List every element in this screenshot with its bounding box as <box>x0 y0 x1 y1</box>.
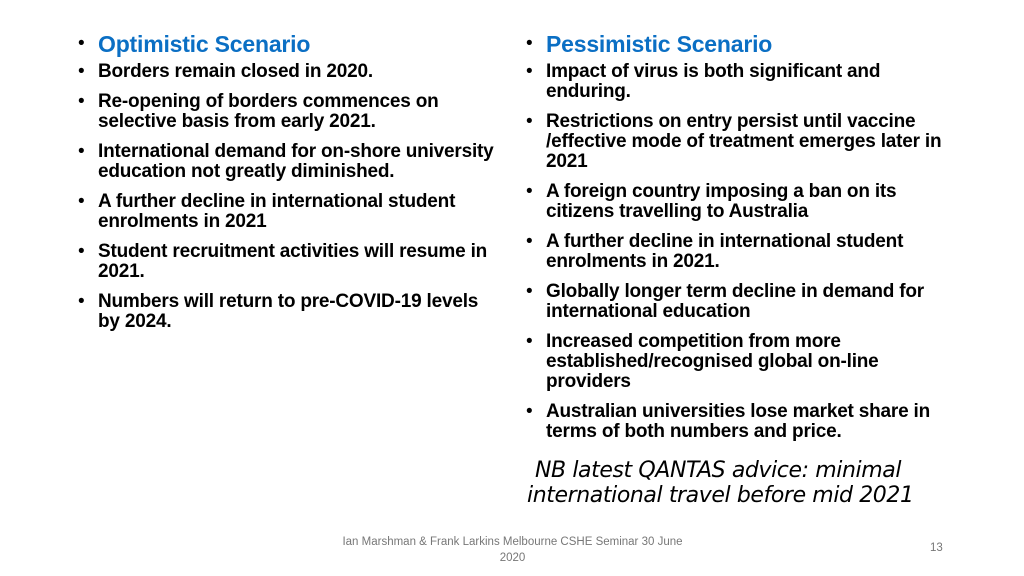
list-item: • International demand for on-shore university education not greatly diminished. <box>78 141 494 182</box>
bullet-icon: • <box>78 33 85 54</box>
bullet-icon: • <box>526 231 533 252</box>
note-line-1: NB latest QANTAS advice: minimal <box>535 458 902 483</box>
optimistic-heading: • Optimistic Scenario <box>78 31 311 57</box>
bullet-icon: • <box>526 331 533 352</box>
note-line-2: international travel before mid 2021 <box>527 483 914 508</box>
bullet-icon: • <box>78 191 85 212</box>
page-number: 13 <box>930 542 943 554</box>
bullet-icon: • <box>78 91 85 112</box>
list-item: • Impact of virus is both significant and enduring. <box>526 61 881 102</box>
optimistic-list <box>78 30 503 332</box>
bullet-icon: • <box>78 141 85 162</box>
bullet-icon: • <box>526 111 533 132</box>
list-item: • Globally longer term decline in demand for international education <box>526 281 925 322</box>
bullet-icon: • <box>78 291 85 312</box>
slide-footer: Ian Marshman & Frank Larkins Melbourne CSHE Seminar 30 June 2020 <box>342 536 683 564</box>
bullet-icon: • <box>526 401 533 422</box>
optimistic-column <box>78 30 503 342</box>
pessimistic-column <box>526 30 956 452</box>
list-item: • Numbers will return to pre-COVID-19 levels by 2024. <box>78 291 479 332</box>
bullet-icon: • <box>78 241 85 262</box>
pessimistic-list <box>526 30 956 442</box>
bullet-icon: • <box>526 33 533 54</box>
list-item: • A further decline in international student enrolments in 2021 <box>78 191 456 232</box>
bullet-icon: • <box>526 181 533 202</box>
bullet-icon: • <box>526 61 533 82</box>
list-item: • Re-opening of borders commences on selective basis from early 2021. <box>78 91 439 132</box>
bullet-icon: • <box>78 61 85 82</box>
list-item: • Student recruitment activities will resume in 2021. <box>78 241 488 282</box>
list-item: • Australian universities lose market share in terms of both numbers and price. <box>526 401 931 442</box>
list-item: • A foreign country imposing a ban on its citizens travelling to Australia <box>526 181 897 222</box>
qantas-note <box>527 458 967 508</box>
bullet-icon: • <box>526 281 533 302</box>
pessimistic-heading: • Pessimistic Scenario <box>526 31 773 57</box>
list-item: • A further decline in international student enrolments in 2021. <box>526 231 904 272</box>
list-item: • Borders remain closed in 2020. <box>78 61 373 82</box>
list-item: • Increased competition from more established/recognised global on-line providers <box>526 331 879 392</box>
list-item: • Restrictions on entry persist until vaccine /effective mode of treatment emerges later in 2021 <box>526 111 942 172</box>
